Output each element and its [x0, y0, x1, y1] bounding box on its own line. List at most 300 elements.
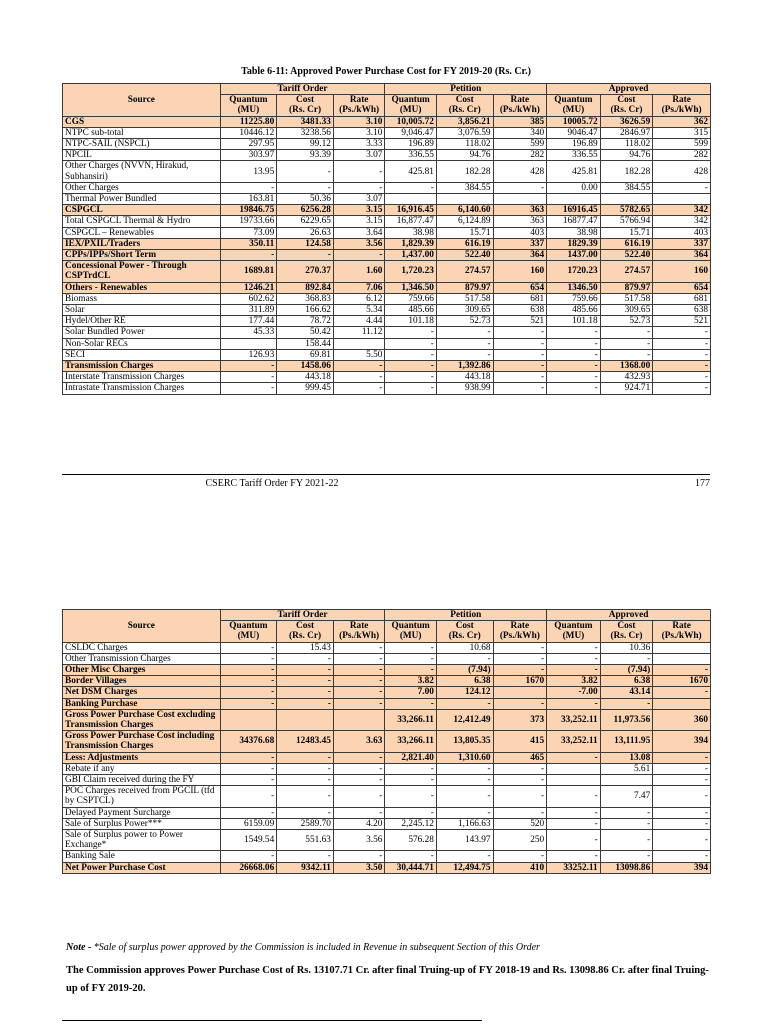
table-cell: -	[493, 698, 547, 709]
column-header-line: Quantum	[554, 95, 593, 106]
table-cell: 13.08	[600, 752, 653, 763]
table-note	[66, 942, 711, 953]
column-header	[436, 621, 493, 642]
table-cell: 6,124.89	[436, 216, 493, 227]
table-cell: 118.02	[600, 139, 653, 150]
column-header-unit: (Rs. Cr)	[289, 631, 322, 642]
table-cell: -	[547, 327, 601, 338]
table-cell: 924.71	[600, 383, 653, 394]
row-source-label: Less: Adjustments	[63, 752, 221, 763]
table-cell	[436, 194, 493, 205]
table-cell: -	[220, 653, 277, 664]
table-cell: 1.60	[333, 261, 385, 282]
table-cell: 654	[493, 282, 547, 293]
table-cell: -	[333, 372, 385, 383]
table-cell: -	[600, 349, 653, 360]
table-cell: 3.10	[333, 127, 385, 138]
table-cell: 9342.11	[277, 862, 334, 873]
column-header-unit: (Ps./kWh)	[499, 631, 540, 642]
table-cell: -	[333, 383, 385, 394]
table-cell: 5.61	[600, 763, 653, 774]
table-cell: 1,310.60	[436, 752, 493, 763]
table-cell: -	[277, 807, 334, 818]
table-cell: 11225.80	[220, 116, 277, 127]
table-cell	[653, 194, 711, 205]
table-cell: 0.00	[547, 182, 601, 193]
table-cell: -	[333, 687, 385, 698]
column-header	[277, 95, 334, 116]
row-source-label: NTPC-SAIL (NSPCL)	[63, 139, 221, 150]
table-cell: -	[436, 851, 493, 862]
table-cell: -	[333, 250, 385, 261]
table-row	[63, 116, 711, 127]
column-header-line: Quantum	[391, 95, 430, 106]
table-cell: 94.76	[600, 150, 653, 161]
table-cell: 4.44	[333, 316, 385, 327]
table-cell	[547, 763, 601, 774]
table-cell: -	[493, 372, 547, 383]
column-header-line: Quantum	[229, 95, 268, 106]
table-cell: 6,140.60	[436, 205, 493, 216]
table-cell: 336.55	[385, 150, 437, 161]
table-cell: 250	[493, 830, 547, 851]
table-cell: 3.56	[333, 238, 385, 249]
column-header-unit: (Ps./kWh)	[339, 631, 380, 642]
table-cell: 38.98	[547, 227, 601, 238]
table-cell: -	[547, 338, 601, 349]
table-cell: -	[220, 687, 277, 698]
table-cell: 3.82	[547, 676, 601, 687]
table-cell: 10005.72	[547, 116, 601, 127]
column-header-line: Quantum	[554, 621, 593, 632]
table-cell: 309.65	[600, 305, 653, 316]
table-cell: 73.09	[220, 227, 277, 238]
table-cell: -	[547, 851, 601, 862]
table-cell: 759.66	[547, 293, 601, 304]
table-cell: -	[385, 807, 437, 818]
table-cell: -	[547, 361, 601, 372]
row-source-label: Hydel/Other RE	[63, 316, 221, 327]
table-cell: 2,821.40	[385, 752, 437, 763]
table-row	[63, 731, 711, 752]
table-cell: 384.55	[600, 182, 653, 193]
table-cell: -	[333, 182, 385, 193]
table-cell: 315	[653, 127, 711, 138]
table-row	[63, 127, 711, 138]
table-cell: -	[333, 676, 385, 687]
table-cell: 78.72	[277, 316, 334, 327]
table-cell: 3.64	[333, 227, 385, 238]
table-row	[63, 327, 711, 338]
table-cell: -	[436, 775, 493, 786]
table-cell: 522.40	[600, 250, 653, 261]
table-cell: 3238.56	[277, 127, 334, 138]
table-cell: -	[493, 665, 547, 676]
row-source-label: Other Charges (NVVN, Hirakud, Subhansiri)	[63, 161, 221, 182]
table-cell: -	[436, 807, 493, 818]
row-source-label: Thermal Power Bundled	[63, 194, 221, 205]
table-row	[63, 282, 711, 293]
table-cell: -	[385, 642, 437, 653]
column-header-line: Rate	[672, 621, 691, 632]
table-cell: 1458.06	[277, 361, 334, 372]
column-header-line: Rate	[349, 95, 369, 106]
table-cell: 33,252.11	[547, 709, 601, 730]
table-cell: -	[653, 818, 711, 829]
table-cell: 403	[493, 227, 547, 238]
table-cell: -	[220, 250, 277, 261]
row-source-label: Non-Solar RECs	[63, 338, 221, 349]
column-header-unit: (Ps./kWh)	[661, 105, 702, 116]
table-cell: 363	[493, 216, 547, 227]
table-cell: -	[653, 372, 711, 383]
table-cell: -	[220, 372, 277, 383]
column-header-line: Cost	[455, 621, 474, 632]
table-cell: -	[333, 361, 385, 372]
table-cell: 599	[653, 139, 711, 150]
page-number: 177	[695, 478, 710, 489]
table-row	[63, 775, 711, 786]
table-cell: 7.00	[385, 687, 437, 698]
table-cell: 599	[493, 139, 547, 150]
table-cell: 166.62	[277, 305, 334, 316]
column-header-line: Cost	[617, 621, 636, 632]
column-header	[220, 621, 277, 642]
table-cell: 1,829.39	[385, 238, 437, 249]
table-cell: 19733.66	[220, 216, 277, 227]
table-cell: -	[385, 383, 437, 394]
table-cell	[547, 194, 601, 205]
column-header-unit: (Ps./kWh)	[499, 105, 540, 116]
table-cell: -	[220, 182, 277, 193]
table-cell: 1437.00	[547, 250, 601, 261]
table-cell: -	[653, 327, 711, 338]
table-cell: 6229.65	[277, 216, 334, 227]
table-cell: -	[277, 653, 334, 664]
table-cell: 1,392.86	[436, 361, 493, 372]
table-cell: -	[333, 775, 385, 786]
table-cell: 6.38	[600, 676, 653, 687]
table-cell: 94.76	[436, 150, 493, 161]
table-cell: 3.07	[333, 194, 385, 205]
table-cell: -	[653, 338, 711, 349]
column-header	[333, 95, 385, 116]
table-cell: 1549.54	[220, 830, 277, 851]
table-cell: -	[220, 807, 277, 818]
table-row	[63, 709, 711, 730]
table-row	[63, 182, 711, 193]
table-cell: 10446.12	[220, 127, 277, 138]
table-cell: 4.20	[333, 818, 385, 829]
table-row	[63, 293, 711, 304]
table-cell: 3.07	[333, 150, 385, 161]
table-cell: 270.37	[277, 261, 334, 282]
table-cell	[493, 687, 547, 698]
table-cell	[653, 698, 711, 709]
table-cell: 52.73	[436, 316, 493, 327]
table-cell: -	[547, 786, 601, 807]
table-cell: -	[547, 642, 601, 653]
table-cell	[493, 194, 547, 205]
table-row	[63, 383, 711, 394]
column-header-unit: (Rs. Cr)	[448, 105, 481, 116]
table-row	[63, 642, 711, 653]
group-header: Tariff Order	[220, 84, 385, 95]
table-cell: -	[277, 665, 334, 676]
table-row	[63, 763, 711, 774]
table-cell: 12483.45	[277, 731, 334, 752]
table-row	[63, 653, 711, 664]
row-source-label: NTPC sub-total	[63, 127, 221, 138]
column-header-line: Quantum	[391, 621, 430, 632]
power-purchase-cost-table-continued	[62, 609, 711, 874]
table-cell: 394	[653, 731, 711, 752]
table-cell: 38.98	[385, 227, 437, 238]
table-cell: 6.12	[333, 293, 385, 304]
table-cell: -	[493, 349, 547, 360]
table-cell: -	[436, 763, 493, 774]
table-cell: -	[493, 182, 547, 193]
table-cell: 1246.21	[220, 282, 277, 293]
table-cell: 1,720.23	[385, 261, 437, 282]
table-cell: 360	[653, 709, 711, 730]
table-row	[63, 227, 711, 238]
column-header	[493, 621, 547, 642]
table-cell: 681	[493, 293, 547, 304]
row-source-label: Gross Power Purchase Cost excluding Transmission Charges	[63, 709, 221, 730]
table-cell: 13098.86	[600, 862, 653, 873]
table-cell: -	[653, 763, 711, 774]
table-cell: -	[220, 851, 277, 862]
table-cell: 999.45	[277, 383, 334, 394]
column-header	[600, 621, 653, 642]
row-source-label: Delayed Payment Surcharge	[63, 807, 221, 818]
table-cell: -	[277, 687, 334, 698]
table-cell	[333, 338, 385, 349]
note-text: *Sale of surplus power approved by the Commission is included in Revenue in subsequent Section of this Order	[93, 942, 540, 953]
table-row	[63, 807, 711, 818]
table-cell: -	[333, 807, 385, 818]
power-purchase-cost-table	[62, 83, 711, 395]
table-cell: 7.47	[600, 786, 653, 807]
table-cell: -	[653, 851, 711, 862]
table-cell: 158.44	[277, 338, 334, 349]
table-cell: 428	[653, 161, 711, 182]
row-source-label: Gross Power Purchase Cost including Transmission Charges	[63, 731, 221, 752]
table-row	[63, 851, 711, 862]
table-cell: -	[220, 763, 277, 774]
column-header-line: Cost	[455, 95, 474, 106]
table-cell: 5766.94	[600, 216, 653, 227]
table-cell: 521	[493, 316, 547, 327]
table-cell: 5782.65	[600, 205, 653, 216]
table-cell: 13,111.95	[600, 731, 653, 752]
table-cell: -	[220, 665, 277, 676]
table-cell: -	[600, 327, 653, 338]
table-cell: 52.73	[600, 316, 653, 327]
table-cell: 11,973.56	[600, 709, 653, 730]
table-cell: -	[220, 698, 277, 709]
table-cell: -	[220, 752, 277, 763]
table-cell: -	[493, 383, 547, 394]
table-cell: -	[436, 349, 493, 360]
table-cell: 69.81	[277, 349, 334, 360]
column-header-unit: (Ps./kWh)	[339, 105, 380, 116]
table-cell: 1346.50	[547, 282, 601, 293]
table-cell: -	[493, 851, 547, 862]
table-cell: 363	[493, 205, 547, 216]
table-cell: 879.97	[436, 282, 493, 293]
table-cell: 551.63	[277, 830, 334, 851]
table-cell: 10,005.72	[385, 116, 437, 127]
table-cell: 364	[493, 250, 547, 261]
table-row	[63, 161, 711, 182]
column-header	[277, 621, 334, 642]
table-cell: 368.83	[277, 293, 334, 304]
table-cell: -	[653, 786, 711, 807]
group-header: Approved	[547, 610, 711, 621]
footer-title: CSERC Tariff Order FY 2021-22	[205, 478, 339, 489]
table-cell: 26668.06	[220, 862, 277, 873]
row-source-label: Sale of Surplus power to Power Exchange*	[63, 830, 221, 851]
table-cell: 15.71	[436, 227, 493, 238]
column-header-source: Source	[63, 84, 221, 117]
column-header	[333, 621, 385, 642]
table-cell: 681	[653, 293, 711, 304]
table-cell: -	[220, 786, 277, 807]
table-cell: -	[653, 665, 711, 676]
table-cell: -	[547, 665, 601, 676]
table-cell: -	[220, 642, 277, 653]
table-cell: 10.36	[600, 642, 653, 653]
table-cell: 362	[653, 116, 711, 127]
table-cell: 410	[493, 862, 547, 873]
column-header-line: Rate	[349, 621, 369, 632]
table-cell	[547, 775, 601, 786]
table-cell: 616.19	[600, 238, 653, 249]
table-cell: -	[493, 642, 547, 653]
table-cell: -	[385, 665, 437, 676]
column-header-unit: (MU)	[237, 631, 260, 642]
table-cell: 576.28	[385, 830, 437, 851]
table-cell: 385	[493, 116, 547, 127]
table-cell: -	[220, 676, 277, 687]
table-cell: -	[385, 851, 437, 862]
table-cell: -	[333, 642, 385, 653]
table-cell: 163.81	[220, 194, 277, 205]
table-cell: -	[385, 327, 437, 338]
table-cell: 3481.33	[277, 116, 334, 127]
table-cell: -	[385, 763, 437, 774]
table-cell: 3626.59	[600, 116, 653, 127]
table-cell: -	[385, 372, 437, 383]
table-row	[63, 250, 711, 261]
column-header-source: Source	[63, 610, 221, 643]
table-cell: 3,856.21	[436, 116, 493, 127]
table-cell: -	[277, 752, 334, 763]
table-cell: 10.68	[436, 642, 493, 653]
table-cell: 101.18	[547, 316, 601, 327]
table-cell: -	[277, 698, 334, 709]
table-cell: 16877.47	[547, 216, 601, 227]
table-cell: -	[436, 338, 493, 349]
table-row	[63, 687, 711, 698]
table-cell: 297.95	[220, 139, 277, 150]
row-source-label: CPPs/IPPs/Short Term	[63, 250, 221, 261]
table-cell: 342	[653, 216, 711, 227]
table-cell	[600, 775, 653, 786]
table-cell: -	[600, 653, 653, 664]
table-cell: 99.12	[277, 139, 334, 150]
row-source-label: Transmission Charges	[63, 361, 221, 372]
row-source-label: Solar Bundled Power	[63, 327, 221, 338]
table-cell: -	[385, 349, 437, 360]
table-cell: 1689.81	[220, 261, 277, 282]
table-cell: 3.33	[333, 139, 385, 150]
table-row	[63, 862, 711, 873]
table-cell: 15.43	[277, 642, 334, 653]
table-cell: 1670	[653, 676, 711, 687]
table-cell: -	[653, 383, 711, 394]
table-cell: 892.84	[277, 282, 334, 293]
table-cell: 337	[493, 238, 547, 249]
table-cell: 9046.47	[547, 127, 601, 138]
table-cell: -	[277, 775, 334, 786]
table-cell: -	[385, 786, 437, 807]
row-source-label: Banking Purchase	[63, 698, 221, 709]
table-cell: 30,444.71	[385, 862, 437, 873]
table-cell: 425.81	[547, 161, 601, 182]
header-row-groups	[63, 610, 711, 621]
column-header	[600, 95, 653, 116]
table-cell: 428	[493, 161, 547, 182]
table-cell: 50.42	[277, 327, 334, 338]
column-header	[493, 95, 547, 116]
row-source-label: Interstate Transmission Charges	[63, 372, 221, 383]
table-cell: -	[493, 338, 547, 349]
table-cell: -	[493, 807, 547, 818]
table-cell: 3.63	[333, 731, 385, 752]
table-row	[63, 216, 711, 227]
table-row	[63, 372, 711, 383]
table-cell: -	[277, 851, 334, 862]
table-cell: 15.71	[600, 227, 653, 238]
table-cell	[385, 194, 437, 205]
table-cell: -	[436, 327, 493, 338]
table-cell: 309.65	[436, 305, 493, 316]
table-cell: 93.39	[277, 150, 334, 161]
table-cell: -	[493, 327, 547, 338]
table-header	[63, 610, 711, 643]
table-cell: -7.00	[547, 687, 601, 698]
row-source-label: CSLDC Charges	[63, 642, 221, 653]
table-row	[63, 361, 711, 372]
column-header-line: Rate	[510, 95, 530, 106]
table-row	[63, 194, 711, 205]
column-header	[547, 95, 601, 116]
table-cell: -	[600, 338, 653, 349]
row-source-label: NPCIL	[63, 150, 221, 161]
column-header	[220, 95, 277, 116]
table-cell: 274.57	[600, 261, 653, 282]
row-source-label: SECI	[63, 349, 221, 360]
table-cell: 443.18	[436, 372, 493, 383]
table-cell: 638	[493, 305, 547, 316]
table-header	[63, 84, 711, 117]
table-cell: 19846.75	[220, 205, 277, 216]
table-cell: 12,412.49	[436, 709, 493, 730]
table-cell: 520	[493, 818, 547, 829]
